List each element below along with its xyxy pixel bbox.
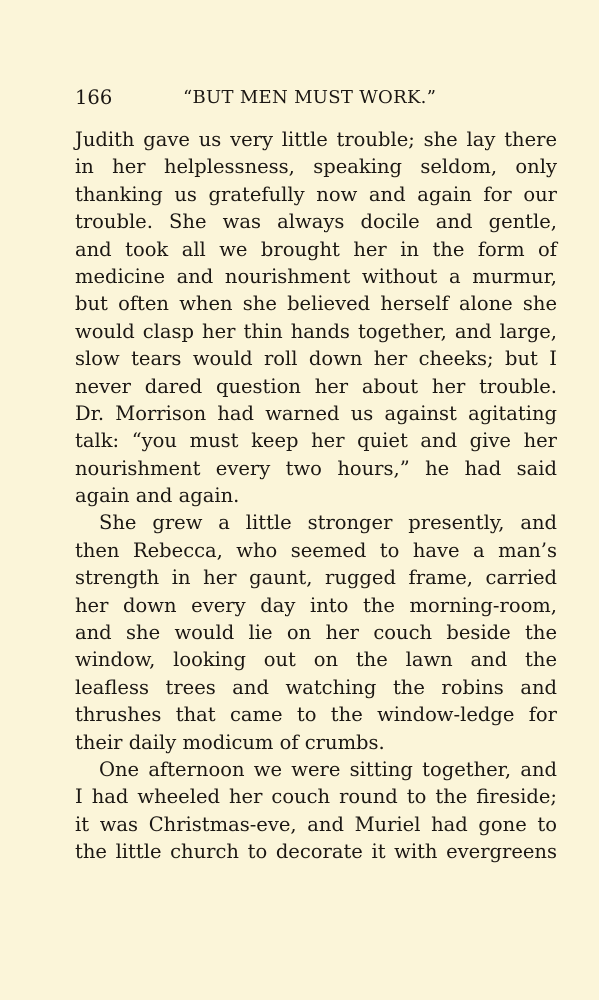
text-line: Judith gave us very little trouble; she lay there [75, 128, 557, 151]
text-line: trouble. She was always docile and gentle, [75, 210, 557, 234]
text-line: Dr. Morrison had warned us against agitating [75, 401, 557, 425]
text-line: strength in her gaunt, rugged frame, carried [75, 566, 557, 590]
text-line: and took all we brought her in the form of [75, 237, 557, 261]
text-line: She grew a little stronger presently, and [99, 511, 557, 535]
body-text [75, 126, 557, 866]
text-line: her down every day into the morning-room, [75, 593, 557, 617]
page-number: 166 [75, 86, 113, 109]
page-header [75, 84, 560, 112]
text-line: would clasp her thin hands together, and large, [75, 319, 557, 343]
text-line: window, looking out on the lawn and the [75, 648, 557, 672]
text-line: it was Christmas-eve, and Muriel had gone to [75, 812, 557, 836]
text-line: talk: “you must keep her quiet and give her [75, 429, 557, 453]
text-line: and she would lie on her couch beside the [75, 621, 557, 645]
text-line: leafless trees and watching the robins and [75, 675, 557, 699]
text-line: again and again. [75, 484, 240, 508]
text-line: One afternoon we were sitting together, and [99, 757, 557, 781]
text-line: I had wheeled her couch round to the fireside; [75, 785, 557, 809]
text-line: slow tears would roll down her cheeks; but I [75, 347, 557, 371]
text-line: the little church to decorate it with evergreens [75, 840, 557, 864]
text-line: but often when she believed herself alone she [75, 292, 557, 316]
text-line: medicine and nourishment without a murmur, [75, 264, 557, 288]
text-line: thrushes that came to the window-ledge for [75, 703, 557, 727]
text-line: nourishment every two hours,” he had said [75, 456, 557, 480]
running-head: “BUT MEN MUST WORK.” [183, 87, 437, 108]
text-line: their daily modicum of crumbs. [75, 730, 385, 754]
text-line: then Rebecca, who seemed to have a man’s [75, 538, 557, 562]
text-line: in her helplessness, speaking seldom, only [75, 155, 557, 179]
text-line: never dared question her about her trouble. [75, 374, 557, 398]
text-line: thanking us gratefully now and again for our [75, 182, 557, 206]
